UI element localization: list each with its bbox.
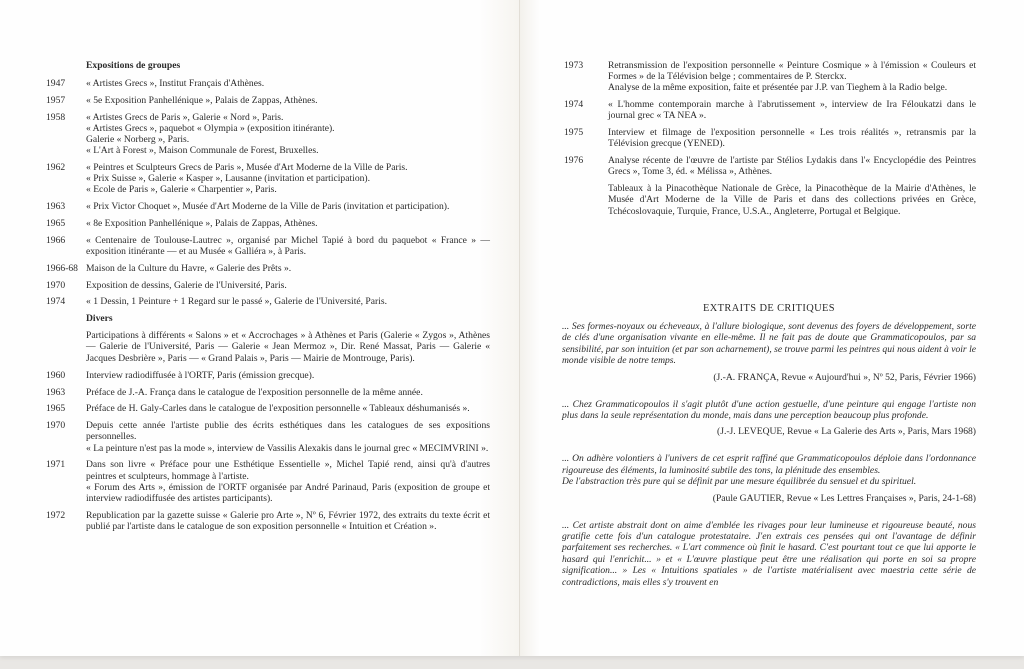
chronology-entry xyxy=(46,162,490,196)
entry-line: Analyse récente de l'œuvre de l'artiste par Stélios Lydakis dans l'« Encyclopédie des Peintres Grecs », Tome 3, éd. « Mélissa », Athènes. xyxy=(608,155,976,178)
entry-year: 1957 xyxy=(46,94,66,106)
chronology-entry xyxy=(46,218,490,229)
entry-text xyxy=(86,510,490,532)
entry-line: Depuis cette année l'artiste publie des écrits esthétiques dans les catalogues de ses expositions personnelles. xyxy=(86,420,490,443)
critique-quote: ... Cet artiste abstrait dont on aime d'emblée les rivages pour leur lumineuse et rigoureuse beauté, nous gratifie cette fois d'un catalogue protestataire. J'en extrais ces pensées qui ont l'avantage de définir parfaitement ses recherches. « L'art commence où finit le hasard. C'est pourtant tout ce que lui apporte le hasard qui l'enrichit... » et « L'œuvre plastique peut être une réalisation qui porte en soi sa propre signification... » Les « Intuitions spatiales » de l'artiste matérialisent avec maestria cette série de contradictions, mais elles s'y trouvent en xyxy=(562,519,976,588)
entry-line: Maison de la Culture du Havre, « Galerie des Prêts ». xyxy=(86,262,292,274)
entry-line: Interview radiodiffusée à l'ORTF, Paris (émission grecque). xyxy=(86,369,315,381)
entry-text xyxy=(86,280,490,291)
entry-text xyxy=(86,459,490,504)
collections-paragraph: Tableaux à la Pinacothèque Nationale de Grèce, la Pinacothèque de la Mairie d'Athènes, le Musée d'Art Moderne de la Ville de Paris et dans des collections privées en Grèce, Tchécoslovaquie, Turquie, France, U.S.A., Angleterre, Portugal et Belgique. xyxy=(608,183,976,217)
entry-text xyxy=(86,162,490,196)
chronology-entry xyxy=(46,296,490,307)
critique-source: (Paule GAUTIER, Revue « Les Lettres Françaises », Paris, 24-1-68) xyxy=(712,492,976,504)
entry-year: 1973 xyxy=(564,60,584,71)
critiques-title: EXTRAITS DE CRITIQUES xyxy=(703,303,835,314)
entry-line: « L'homme contemporain marche à l'abrutissement », interview de Ira Féloukatzi dans le journal grec « TA NEA ». xyxy=(608,99,976,122)
critiques-section xyxy=(562,303,976,588)
critique-source: (J.-A. FRANÇA, Revue « Aujourd'hui », Nº 52, Paris, Février 1966) xyxy=(713,371,976,383)
entry-text xyxy=(86,403,490,414)
entry-line: Préface de J.-A. França dans le catalogue de l'exposition personnelle de la même année. xyxy=(86,386,423,398)
entry-text xyxy=(608,99,976,121)
entry-year: 1958 xyxy=(46,111,66,123)
critiques-list xyxy=(562,321,976,588)
entry-line: « Prix Suisse », Galerie « Kasper », Lausanne (invitation et participation). xyxy=(86,173,371,185)
entry-text xyxy=(608,127,976,149)
section-title-divers: Divers xyxy=(86,313,113,325)
entry-line: « Prix Victor Choquet », Musée d'Art Moderne de la Ville de Paris (invitation et participation). xyxy=(86,201,450,213)
entry-line: « La peinture n'est pas la mode », interview de Vassilis Alexakis dans le journal grec « MECIMVRINI ». xyxy=(86,442,489,454)
chronology-entry xyxy=(46,280,490,291)
divers-intro: Participations à différents « Salons » et « Accrochages » à Athènes et Paris (Galerie « Zygos », Athènes — Galerie de l'Université, Paris — Galerie « Jean Mermoz », Dir. René Massat, Paris — Galerie « Jacques Desbrière », Paris — « Grand Palais », Paris — Mairie de Montrouge, Paris). xyxy=(86,330,490,364)
critique-source: (J.-J. LEVEQUE, Revue « La Galerie des Arts », Paris, Mars 1968) xyxy=(717,426,976,438)
entry-line: « Peintres et Sculpteurs Grecs de Paris », Musée d'Art Moderne de la Ville de Paris. xyxy=(86,162,408,173)
entry-year: 1965 xyxy=(46,218,66,229)
entry-line: Interview et filmage de l'exposition personnelle « Les trois réalités », retransmis par la Télévision grecque (YENED). xyxy=(608,127,976,150)
entry-line: « Artistes Grecs », Institut Français d'Athènes. xyxy=(86,78,265,89)
entry-year: 1966-68 xyxy=(46,262,78,274)
entry-line: « 8e Exposition Panhellénique », Palais de Zappas, Athènes. xyxy=(86,218,318,229)
entry-line: « Artistes Grecs de Paris », Galerie « Nord », Paris. xyxy=(86,111,284,123)
entry-year: 1963 xyxy=(46,386,66,398)
entry-text xyxy=(608,60,976,94)
entry-line: « Artistes Grecs », paquebot « Olympia » (exposition itinérante). xyxy=(86,122,335,134)
entry-text xyxy=(86,78,490,89)
chronology-entry xyxy=(46,95,490,106)
entry-year: 1962 xyxy=(46,162,66,173)
entry-line: « 5e Exposition Panhellénique », Palais de Zappas, Athènes. xyxy=(86,94,318,106)
entry-year: 1960 xyxy=(46,369,66,381)
chronology-entry xyxy=(46,112,490,157)
chronology-entry xyxy=(46,235,490,257)
chronology-entry xyxy=(46,387,490,398)
entry-text xyxy=(86,201,490,212)
divers-list xyxy=(46,370,490,532)
chronology-entry xyxy=(46,263,490,274)
right-entries-list xyxy=(564,60,976,178)
entry-line: « L'Art à Forest », Maison Communale de Forest, Bruxelles. xyxy=(86,145,319,157)
entry-line: Analyse de la même exposition, faite et présentée par J.P. van Tieghem à la Radio belge. xyxy=(608,82,948,94)
entry-year: 1976 xyxy=(564,155,584,167)
chronology-entry xyxy=(564,127,976,149)
entry-year: 1972 xyxy=(46,509,66,521)
critique-quote: ... Ses formes-noyaux ou écheveaux, à l'allure biologique, sont devenus des foyers de développement, sorte de clés d'une organisation vivante en elle-même. Il ne fait pas de doute que Grammaticopoulos, par sa sensibilité, par son intuition (et par son acharnement), se trouve parmi les peintres qui nous aident à voir le monde visible de notre temps. xyxy=(562,321,976,367)
entry-text xyxy=(86,370,490,381)
entry-text xyxy=(86,263,490,274)
critique-quote: ... Chez Grammaticopoulos il s'agit plutôt d'une action gestuelle, d'une peinture qui engage l'artiste non plus dans la seule représentation du monde, mais dans une perception beaucoup plus profonde. xyxy=(562,398,976,422)
entry-line: Dans son livre « Préface pour une Esthétique Essentielle », Michel Tapié rend, ainsi qu'à d'autres peintres et sculpteurs, hommage à l'artiste. xyxy=(86,459,490,482)
entry-year: 1971 xyxy=(46,459,66,471)
entry-year: 1975 xyxy=(564,127,584,139)
entry-line: Galerie « Norberg », Paris. xyxy=(86,134,190,145)
chronology-entry xyxy=(46,201,490,212)
chronology-entry xyxy=(564,155,976,177)
entry-line: « 1 Dessin, 1 Peinture + 1 Regard sur le passé », Galerie de l'Université, Paris. xyxy=(86,296,388,308)
entry-line: « Forum des Arts », émission de l'ORTF organisée par André Parinaud, Paris (exposition de groupe et interview radiodiffusée des artistes participants). xyxy=(86,481,490,504)
left-page xyxy=(0,0,520,656)
entry-line: « Centenaire de Toulouse-Lautrec », organisé par Michel Tapié à bord du paquebot « France » — exposition itinérante — et au Musée « Galliéra », à Paris. xyxy=(86,234,490,257)
chronology-entry xyxy=(46,420,490,454)
group-exhibitions-list xyxy=(46,78,490,308)
critique-quote: ... On adhère volontiers à l'univers de cet esprit raffiné que Grammaticopoulos déploie dans l'ordonnance rigoureuse des éléments, la luminosité subtile des tons, la plénitude des ensembles. xyxy=(562,453,976,476)
entry-text xyxy=(86,95,490,106)
entry-text xyxy=(86,218,490,229)
entry-year: 1970 xyxy=(46,279,66,291)
entry-year: 1970 xyxy=(46,420,66,432)
left-column xyxy=(46,60,490,538)
entry-year: 1963 xyxy=(46,201,66,213)
entry-text xyxy=(86,235,490,257)
entry-year: 1966 xyxy=(46,234,66,246)
section-title-group-exhibitions: Expositions de groupes xyxy=(86,60,181,71)
chronology-entry xyxy=(564,99,976,121)
entry-line: Exposition de dessins, Galerie de l'Université, Paris. xyxy=(86,279,287,291)
entry-text xyxy=(86,112,490,157)
critique-quote-continuation: De l'abstraction très pure qui se définit par une mesure équilibrée du sensuel et du spirituel. xyxy=(562,476,917,488)
right-column xyxy=(564,60,976,217)
chronology-entry xyxy=(46,403,490,414)
entry-line: Republication par la gazette suisse « Galerie pro Arte », Nº 6, Février 1972, des extraits du texte écrit et publié par l'artiste dans le catalogue de son exposition personnelle « Intuition et Création ». xyxy=(86,509,490,532)
chronology-entry xyxy=(46,459,490,504)
entry-year: 1965 xyxy=(46,403,66,415)
entry-text xyxy=(86,296,490,307)
entry-year: 1974 xyxy=(46,296,66,308)
entry-text xyxy=(86,387,490,398)
entry-text xyxy=(86,420,490,454)
entry-year: 1947 xyxy=(46,78,66,89)
entry-text xyxy=(608,155,976,177)
chronology-entry xyxy=(564,60,976,94)
entry-year: 1974 xyxy=(564,99,584,111)
chronology-entry xyxy=(46,510,490,532)
entry-line: « Ecole de Paris », Galerie « Charpentier », Paris. xyxy=(86,184,277,196)
chronology-entry xyxy=(46,78,490,89)
entry-line: Préface de H. Galy-Carles dans le catalogue de l'exposition personnelle « Tableaux déshumanisés ». xyxy=(86,403,470,415)
entry-line: Retransmission de l'exposition personnelle « Peinture Cosmique » à l'émission « Couleurs et Formes » de la Télévision belge ; commentaires de P. Sterckx. xyxy=(608,60,976,83)
chronology-entry xyxy=(46,370,490,381)
